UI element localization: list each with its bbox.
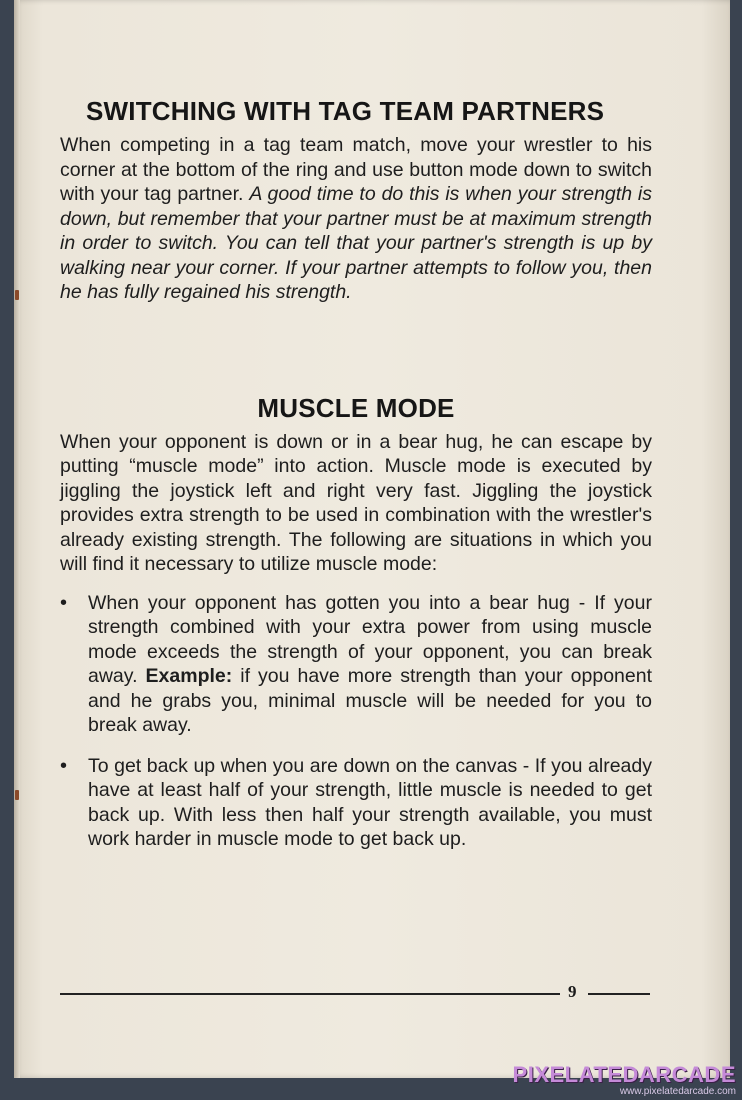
watermark: [513, 1062, 736, 1097]
example-label: Example:: [145, 665, 233, 687]
tag-team-text: When competing in a tag team match, move your wrestler to his corner at the bottom of the ring and use button mode down to switch with your tag partner.: [60, 134, 652, 205]
watermark-url: www.pixelatedarcade.com: [619, 1086, 736, 1097]
bullet-icon: •: [60, 591, 68, 614]
list-item: [60, 591, 652, 738]
bullet-text: When your opponent has gotten you into a bear hug - If your strength combined with your extra power from using muscle mode exceeds the strength of your opponent, you can break away.: [88, 591, 652, 687]
bullet-text: if you have more strength than your opponent and he grabs you, minimal muscle will be needed for you to break away.: [88, 665, 653, 736]
staple: [15, 290, 19, 300]
tag-team-italic-text: A good time to do this is when your strength is down, but remember that your partner must be at maximum strength in order to switch. You can tell that your partner's strength is up by walking near your corner. If your partner attempts to follow you, then he has fully regained his strength.: [60, 183, 652, 303]
tag-team-heading: SWITCHING WITH TAG TEAM PARTNERS: [86, 96, 605, 126]
page-spine: [14, 0, 20, 1078]
watermark-brand: PIXELATEDARCADE: [512, 1062, 736, 1087]
muscle-mode-heading: MUSCLE MODE: [257, 392, 455, 423]
tag-team-paragraph: [60, 133, 652, 305]
list-item: [60, 754, 652, 852]
bullet-text: To get back up when you are down on the canvas - If you already have at least half of your strength, little muscle is needed to get back up. With less then half your strength available, you must work harder in muscle mode to get back up.: [88, 754, 652, 850]
footer-rule: [588, 993, 650, 995]
muscle-mode-intro: When your opponent is down or in a bear hug, he can escape by putting “muscle mode” into action. Muscle mode is executed by jiggling the joystick left and right very fast. Jiggling the joystick provides extra strength to be used in combination with the wrestler's already existing strength. The following are situations in which you will find it necessary to utilize muscle mode:: [60, 430, 652, 575]
muscle-mode-situations: [60, 591, 652, 852]
staple: [15, 790, 19, 800]
bullet-icon: •: [60, 754, 68, 777]
page-number: 9: [568, 982, 577, 1001]
page-footer: [60, 982, 650, 1006]
page-content: [60, 96, 652, 868]
footer-rule: [60, 993, 560, 995]
